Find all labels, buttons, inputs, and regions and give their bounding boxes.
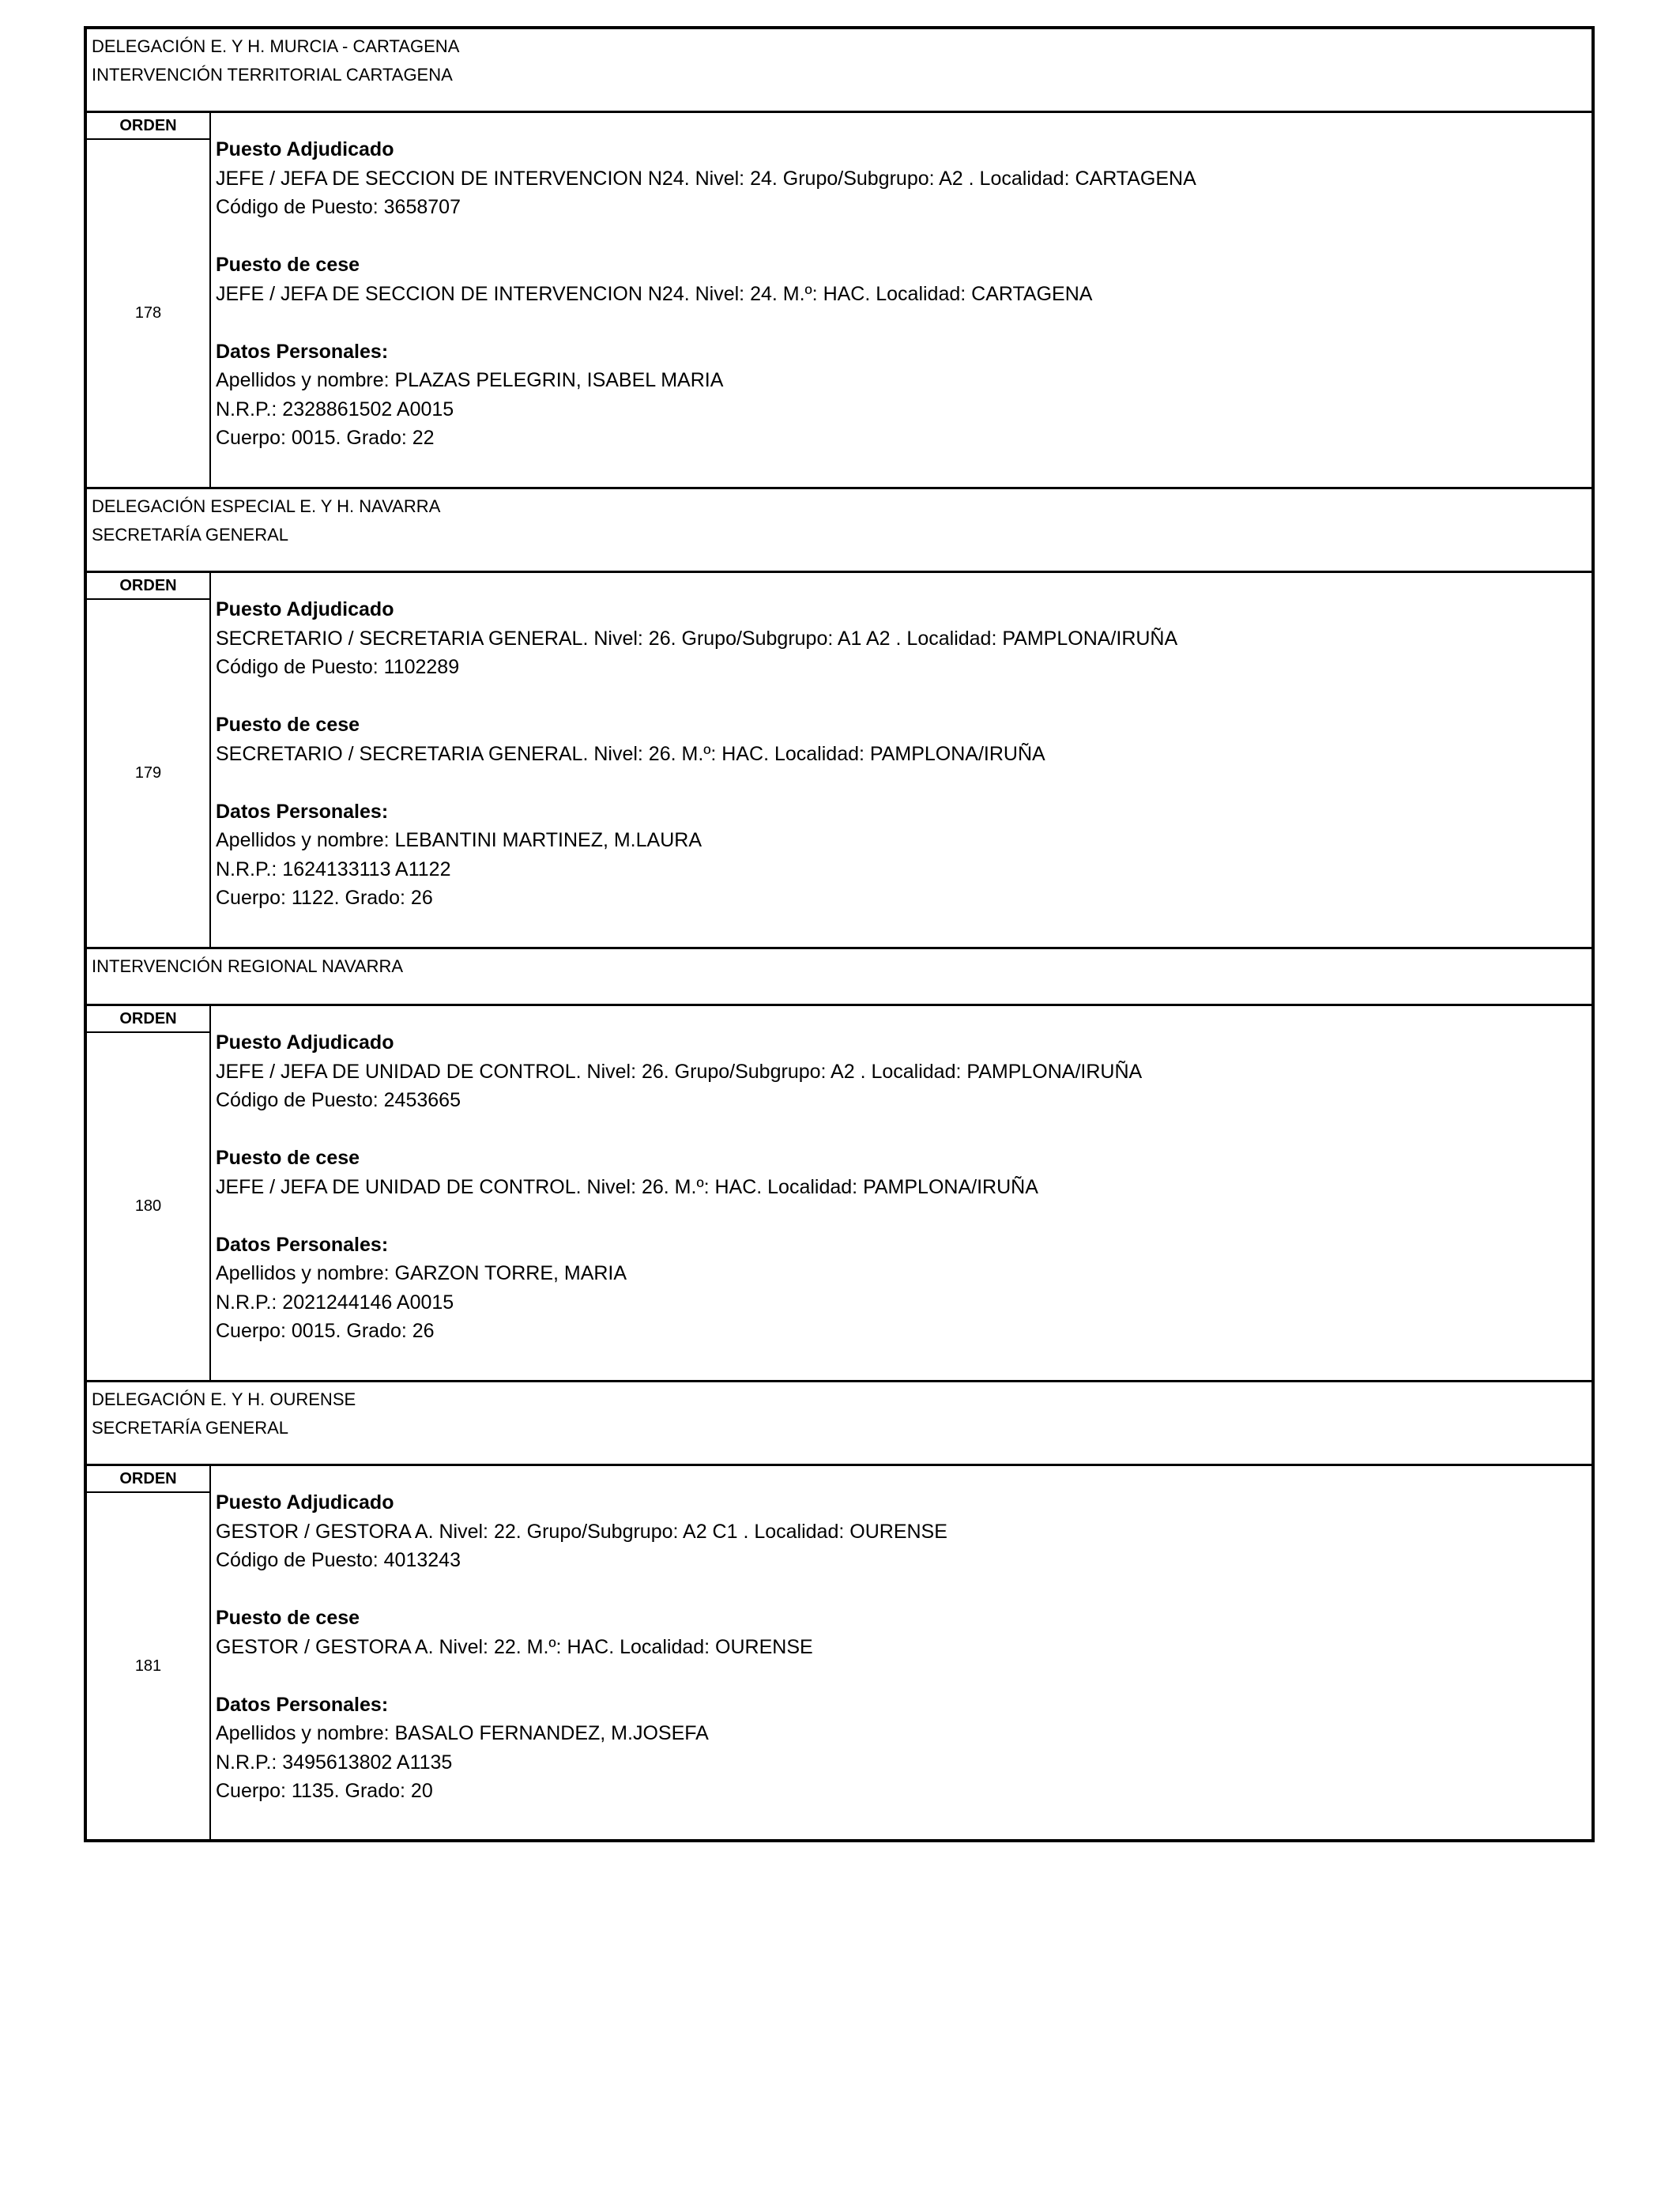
codigo-puesto: Código de Puesto: 2453665 [216, 1089, 461, 1111]
cuerpo-grado: Cuerpo: 0015. Grado: 22 [216, 427, 435, 449]
orden-number: 178 [134, 304, 162, 322]
puesto-cese-text: GESTOR / GESTORA A. Nivel: 22. M.º: HAC. Localidad: OURENSE [216, 1635, 813, 1658]
puesto-cese-heading: Puesto de cese [216, 1607, 360, 1629]
orden-label: ORDEN [87, 1006, 209, 1033]
assignment-entry [87, 1466, 1591, 1842]
orden-label: ORDEN [87, 573, 209, 600]
apellidos-nombre: Apellidos y nombre: LEBANTINI MARTINEZ, M.LAURA [216, 829, 702, 851]
section-header-line: INTERVENCIÓN TERRITORIAL CARTAGENA [92, 65, 453, 85]
orden-number: 180 [134, 1197, 162, 1215]
puesto-adjudicado-heading: Puesto Adjudicado [216, 598, 394, 620]
assignment-entry [87, 113, 1591, 489]
codigo-puesto: Código de Puesto: 4013243 [216, 1549, 461, 1571]
nrp: N.R.P.: 2021244146 A0015 [216, 1291, 454, 1314]
section-header-line: INTERVENCIÓN REGIONAL NAVARRA [92, 956, 404, 976]
puesto-cese-heading: Puesto de cese [216, 1147, 360, 1169]
apellidos-nombre: Apellidos y nombre: PLAZAS PELEGRIN, ISABEL MARIA [216, 369, 724, 391]
puesto-cese-heading: Puesto de cese [216, 714, 360, 736]
section-header-line: DELEGACIÓN E. Y H. MURCIA - CARTAGENA [92, 36, 460, 56]
puesto-cese-text: JEFE / JEFA DE SECCION DE INTERVENCION N24. Nivel: 24. M.º: HAC. Localidad: CARTAGENA [216, 282, 1093, 305]
entry-details [211, 573, 1591, 947]
apellidos-nombre: Apellidos y nombre: BASALO FERNANDEZ, M.JOSEFA [216, 1722, 709, 1744]
datos-personales-heading: Datos Personales: [216, 1693, 389, 1716]
puesto-cese-text: JEFE / JEFA DE UNIDAD DE CONTROL. Nivel: 26. M.º: HAC. Localidad: PAMPLONA/IRUÑA [216, 1175, 1038, 1198]
section-header-line: SECRETARÍA GENERAL [92, 1418, 288, 1438]
orden-column [87, 113, 211, 487]
codigo-puesto: Código de Puesto: 3658707 [216, 196, 461, 218]
codigo-puesto: Código de Puesto: 1102289 [216, 656, 460, 678]
orden-label: ORDEN [87, 113, 209, 140]
orden-label: ORDEN [87, 1466, 209, 1493]
puesto-adjudicado-text: SECRETARIO / SECRETARIA GENERAL. Nivel: 26. Grupo/Subgrupo: A1 A2 . Localidad: PAMPLONA/IRUÑA [216, 627, 1178, 650]
section-header [87, 29, 1591, 113]
entry-details [211, 113, 1591, 487]
apellidos-nombre: Apellidos y nombre: GARZON TORRE, MARIA [216, 1262, 627, 1284]
section-header-line: DELEGACIÓN E. Y H. OURENSE [92, 1389, 356, 1409]
datos-personales-heading: Datos Personales: [216, 340, 389, 363]
assignment-entry [87, 1006, 1591, 1382]
puesto-adjudicado-text: GESTOR / GESTORA A. Nivel: 22. Grupo/Subgrupo: A2 C1 . Localidad: OURENSE [216, 1520, 947, 1543]
section-header [87, 1382, 1591, 1466]
section-header-line: SECRETARÍA GENERAL [92, 525, 288, 545]
datos-personales-heading: Datos Personales: [216, 800, 389, 823]
puesto-adjudicado-heading: Puesto Adjudicado [216, 1491, 394, 1514]
nrp: N.R.P.: 3495613802 A1135 [216, 1751, 453, 1774]
assignments-table [84, 26, 1595, 1842]
cuerpo-grado: Cuerpo: 0015. Grado: 26 [216, 1320, 435, 1342]
entry-details [211, 1466, 1591, 1839]
resolution-document [84, 26, 1595, 1842]
cuerpo-grado: Cuerpo: 1122. Grado: 26 [216, 887, 433, 909]
nrp: N.R.P.: 2328861502 A0015 [216, 398, 454, 420]
puesto-cese-text: SECRETARIO / SECRETARIA GENERAL. Nivel: 26. M.º: HAC. Localidad: PAMPLONA/IRUÑA [216, 742, 1045, 765]
section-header [87, 949, 1591, 1006]
puesto-adjudicado-text: JEFE / JEFA DE UNIDAD DE CONTROL. Nivel: 26. Grupo/Subgrupo: A2 . Localidad: PAMPLONA/IRUÑA [216, 1060, 1143, 1083]
nrp: N.R.P.: 1624133113 A1122 [216, 858, 451, 880]
assignment-entry [87, 573, 1591, 949]
datos-personales-heading: Datos Personales: [216, 1233, 389, 1256]
orden-number: 181 [134, 1657, 162, 1675]
orden-column [87, 1466, 211, 1839]
puesto-adjudicado-heading: Puesto Adjudicado [216, 138, 394, 160]
section-header-line: DELEGACIÓN ESPECIAL E. Y H. NAVARRA [92, 496, 441, 516]
cuerpo-grado: Cuerpo: 1135. Grado: 20 [216, 1780, 433, 1802]
entry-details [211, 1006, 1591, 1380]
orden-column [87, 573, 211, 947]
puesto-adjudicado-heading: Puesto Adjudicado [216, 1031, 394, 1054]
puesto-cese-heading: Puesto de cese [216, 254, 360, 276]
orden-column [87, 1006, 211, 1380]
puesto-adjudicado-text: JEFE / JEFA DE SECCION DE INTERVENCION N24. Nivel: 24. Grupo/Subgrupo: A2 . Localidad: CARTAGENA [216, 167, 1196, 190]
section-header [87, 489, 1591, 573]
orden-number: 179 [134, 764, 162, 782]
